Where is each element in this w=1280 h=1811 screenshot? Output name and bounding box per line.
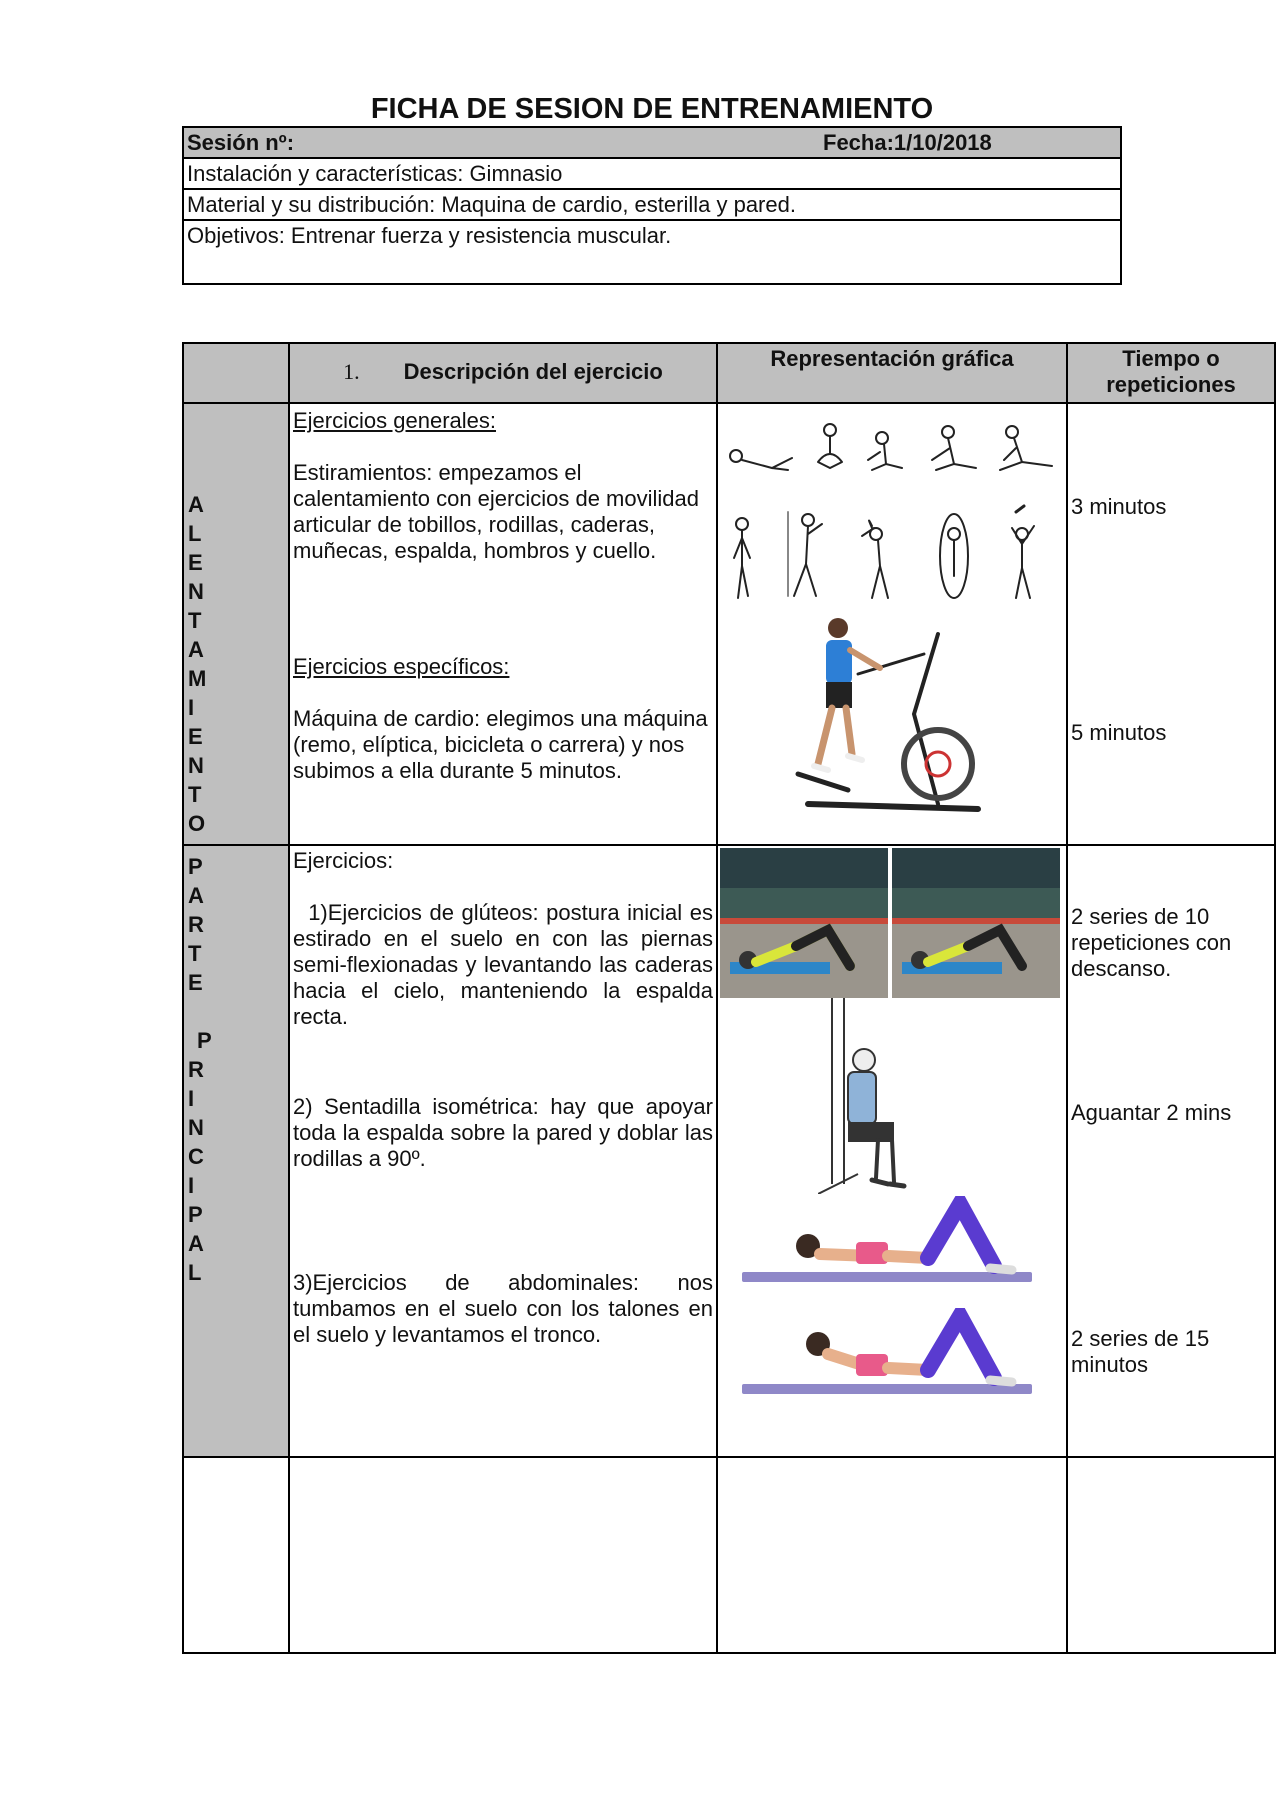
main-letter: C — [188, 1144, 204, 1169]
main-exercises-intro: Ejercicios: — [293, 848, 394, 873]
main-letter: N — [188, 1115, 204, 1140]
crunch-photo — [732, 1196, 1042, 1296]
main-letter: E — [188, 970, 203, 995]
stretch-figure — [734, 518, 750, 598]
general-exercises-title: Ejercicios generales: — [293, 408, 496, 433]
specific-exercises-text: Máquina de cardio: elegimos una máquina (remo, elíptica, bicicleta o carrera) y nos subimos a ella durante 5 minutos. — [293, 706, 708, 783]
session-date: Fecha:1/10/2018 — [823, 130, 992, 155]
warmup-letter: M — [188, 666, 207, 691]
empty-cell — [183, 1457, 289, 1653]
warmup-letter: N — [188, 579, 204, 604]
objectives-cell: Objetivos: Entrenar fuerza y resistencia muscular. — [183, 220, 1121, 284]
wall-squat-illustration — [818, 998, 948, 1194]
exercise-table — [182, 342, 1276, 1654]
warmup-time-2: 5 minutos — [1071, 720, 1167, 745]
main-letter: P — [188, 854, 203, 879]
stretch-figure — [862, 520, 888, 598]
main-letter: T — [188, 941, 202, 966]
main-graphic-cell — [717, 845, 1067, 1457]
stretch-figure — [818, 424, 842, 468]
session-number-label: Sesión nº: — [187, 130, 295, 155]
warmup-label-cell — [183, 403, 289, 845]
warmup-letter: E — [188, 724, 203, 749]
main-letter: L — [188, 1260, 202, 1285]
empty-cell — [717, 1457, 1067, 1653]
stretch-figure — [788, 512, 822, 596]
main-letter: I — [188, 1086, 195, 1111]
warmup-row — [183, 403, 1275, 845]
header-blank-cell — [183, 343, 289, 403]
warmup-description-cell — [289, 403, 717, 845]
warmup-letter: T — [188, 608, 202, 633]
warmup-letter: E — [188, 550, 203, 575]
main-letter: R — [188, 1057, 204, 1082]
elliptical-machine-illustration — [788, 614, 998, 824]
main-part-label-cell — [183, 845, 289, 1457]
header-time-line1: Tiempo o — [1122, 346, 1220, 371]
warmup-letter: A — [188, 492, 204, 517]
header-time-line2: repeticiones — [1106, 372, 1236, 397]
specific-exercises-title: Ejercicios específicos: — [293, 654, 510, 679]
warmup-letter: N — [188, 753, 204, 778]
stretch-figure — [1012, 506, 1034, 598]
warmup-letter: A — [188, 637, 204, 662]
header-description — [289, 343, 717, 403]
warmup-letter: O — [188, 811, 206, 836]
empty-row — [183, 1457, 1275, 1653]
glute-exercise-text: 1)Ejercicios de glúteos: postura inicial es estirado en el suelo en con las piernas semi-flexionadas y levantando las caderas hacia el cielo, manteniendo la espalda recta. — [293, 900, 720, 1029]
empty-cell — [1067, 1457, 1275, 1653]
main-time-1: 2 series de 10 repeticiones con descanso. — [1071, 904, 1232, 981]
stretch-figure — [940, 514, 968, 598]
warmup-time-cell — [1067, 403, 1275, 845]
main-letter — [188, 997, 212, 1026]
main-letter: P — [188, 1202, 203, 1227]
general-exercises-text: Estiramientos: empezamos el calentamiento con ejercicios de movilidad articular de tobillos, rodillas, caderas, muñecas, espalda, hombros y cuello. — [293, 460, 699, 563]
main-part-vertical-label — [188, 852, 212, 1287]
session-number-cell — [183, 127, 1121, 158]
warmup-letter: T — [188, 782, 202, 807]
abdominal-exercise-text: 3)Ejercicios de abdominales: nos tumbamos en el suelo con los talones en el suelo y levantamos el tronco. — [293, 1270, 713, 1347]
person-on-machine — [814, 618, 880, 770]
main-part-row — [183, 845, 1275, 1457]
main-letter: A — [188, 883, 204, 908]
exercise-table-header — [183, 343, 1275, 403]
stretch-figure — [868, 432, 902, 470]
stretch-figure — [730, 450, 792, 470]
facility-cell: Instalación y características: Gimnasio — [183, 158, 1121, 189]
glute-bridge-photo — [720, 848, 1060, 998]
elliptical-machine — [798, 634, 978, 809]
warmup-vertical-label — [188, 490, 212, 838]
stretching-illustration — [722, 416, 1062, 606]
main-time-2: Aguantar 2 mins — [1071, 1100, 1232, 1125]
main-description-cell — [289, 845, 720, 1457]
stretch-figure — [1000, 426, 1052, 470]
warmup-time-1: 3 minutos — [1071, 494, 1167, 519]
main-letter: I — [188, 1173, 195, 1198]
warmup-graphic-cell — [717, 403, 1067, 845]
main-letter: A — [188, 1231, 204, 1256]
header-description-label: Descripción del ejercicio — [403, 359, 663, 384]
crunch-photo — [732, 1308, 1042, 1408]
main-time-cell — [1067, 845, 1275, 1457]
header-time — [1067, 343, 1275, 403]
main-letter: R — [188, 912, 204, 937]
session-info-table — [182, 126, 1122, 285]
empty-cell — [289, 1457, 717, 1653]
stretch-figure — [932, 426, 976, 470]
warmup-letter: I — [188, 695, 195, 720]
wall-squat-exercise-text: 2) Sentadilla isométrica: hay que apoyar toda la espalda sobre la pared y doblar las rodillas a 90º. — [293, 1094, 713, 1171]
main-letter: P — [197, 1028, 212, 1053]
warmup-letter: L — [188, 521, 202, 546]
header-number: 1. — [343, 359, 360, 384]
main-time-3: 2 series de 15 minutos — [1071, 1326, 1210, 1377]
header-graphic: Representación gráfica — [717, 343, 1067, 403]
page-title: FICHA DE SESION DE ENTRENAMIENTO — [370, 93, 934, 125]
material-cell: Material y su distribución: Maquina de cardio, esterilla y pared. — [183, 189, 1121, 220]
